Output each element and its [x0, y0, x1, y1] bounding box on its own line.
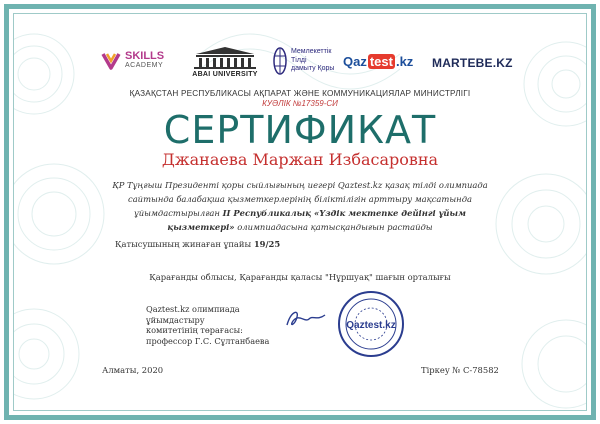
abai-logo-text: ABAI UNIVERSITY	[192, 71, 258, 78]
language-fund-line3: дамыту Қоры	[291, 65, 335, 73]
logo-bar	[0, 46, 600, 82]
score-value: 19/25	[253, 239, 281, 249]
score-label: Қатысушының жинаған ұпайы	[115, 239, 252, 249]
registration-number: Тіркеу № С-78582	[421, 365, 499, 375]
stamp-text: Qaztest.kz	[346, 320, 396, 331]
skills-academy-icon	[100, 50, 122, 72]
certificate-body	[110, 178, 490, 234]
language-fund-logo	[272, 46, 334, 76]
university-building-icon	[190, 46, 260, 70]
qaztest-logo	[343, 54, 413, 69]
chairman-line3: профессор Г.С. Сұлтанбаева	[146, 335, 270, 346]
license-number: КУӘЛІК №17359-СИ	[262, 99, 338, 108]
skills-academy-logo	[100, 50, 164, 72]
abai-university-logo	[190, 46, 260, 78]
skills-logo-line1: SKILLS	[125, 50, 165, 62]
qaztest-logo-part2: test	[369, 54, 393, 69]
ministry-heading: ҚАЗАҚСТАН РЕСПУБЛИКАСЫ АҚПАРАТ ЖӘНЕ КОММУНИКАЦИЯЛАР МИНИСТРЛІГІ	[129, 89, 471, 98]
chairman-block	[146, 304, 296, 346]
martebe-logo: MARTEBE.KZ	[432, 56, 513, 70]
skills-logo-line2: ACADEMY	[125, 62, 164, 69]
certificate-title: СЕРТИФИКАТ	[163, 108, 437, 152]
body-text-part2: олимпиадасына қатысқандығын растайды	[234, 222, 433, 232]
signature	[283, 307, 328, 331]
recipient-name: Джанаева Маржан Избасаровна	[161, 150, 439, 169]
qaztest-logo-part1: Qaz	[343, 54, 367, 69]
language-fund-icon	[272, 46, 288, 76]
participant-region: Қарағанды облысы, Қарағанды қаласы "Нұршуақ" шағын орталығы	[149, 272, 451, 282]
city-year: Алматы, 2020	[102, 365, 164, 375]
qaztest-logo-part3: .kz	[395, 54, 414, 69]
chairman-line1: Qaztest.kz олимпиада ұйымдастыру	[146, 304, 240, 325]
official-stamp	[337, 290, 405, 358]
body-text-part1: ҚР Тұңғыш Президенті қоры сыйлығының иегері Qaztest.kz қазақ тілді олимпиада сайтында балабақша қызметкерлерінің біліктілігін арттыру мақсатында ұйымдастырылған	[112, 180, 488, 218]
olympiad-name: ІІ Республикалық «Үздік мектепке дейінгі ұйым қызметкері»	[167, 208, 466, 232]
language-fund-line1: Мемлекеттік	[291, 48, 332, 56]
language-fund-line2: Тілді	[291, 56, 307, 64]
chairman-line2: комитетінің төрағасы:	[146, 325, 243, 335]
score-line	[115, 239, 280, 249]
